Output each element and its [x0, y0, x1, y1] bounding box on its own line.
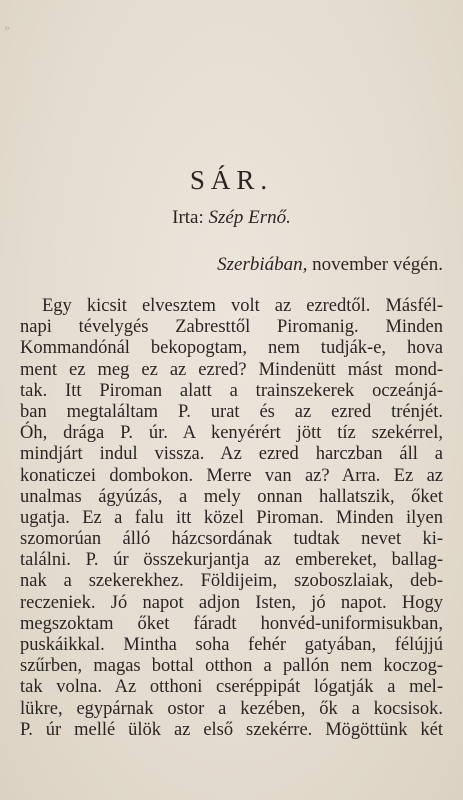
text-line: napi tévelygés Zabresttől Piromanig. Minden [20, 317, 443, 338]
text-line: Kommandónál bekopogtam, nem tudják-e, hova [20, 338, 443, 359]
text-line: P. úr mellé ülök az első szekérre. Mögöttünk két [20, 719, 443, 740]
text-line: tak. Itt Piroman alatt a trainszekerek oczeánjá- [20, 380, 443, 401]
dateline-date: november végén. [307, 254, 443, 275]
text-line: konaticzei dombokon. Merre van az? Arra. Ez az [20, 465, 443, 486]
text-line: szomorúan álló házcsordának tudtak nevet ki- [20, 529, 443, 550]
text-line: unalmas ágyúzás, a mely onnan hallatszik, őket [20, 486, 443, 507]
text-line: tak volna. Az otthoni cseréppipát lógatják a mel- [20, 677, 443, 698]
author-line [0, 207, 463, 229]
text-line: ban megtaláltam P. urat és az ezred trénjét. [20, 401, 443, 422]
dateline [217, 254, 443, 276]
text-line: puskáikkal. Mintha soha fehér gatyában, félújjú [20, 635, 443, 655]
text-line: Egy kicsit elvesztem volt az ezredtől. Másfél- [42, 296, 443, 316]
text-line: ugatja. Ez a falu itt közel Piroman. Minden ilyen [20, 507, 443, 528]
chapter-title: SÁR. [189, 165, 274, 195]
text-line: mindjárt indul vissza. Az ezred harczban áll a [20, 444, 443, 465]
text-line: ment ez meg ez az ezred? Mindenütt mást mond- [20, 359, 443, 380]
corner-mark: » [4, 20, 10, 34]
text-line: reczeniek. Jó napot adjon Isten, jó napot. Hogy [20, 592, 443, 613]
text-line: Óh, drága P. úr. A kenyérért jött tíz szekérrel, [20, 423, 443, 444]
text-line: megszoktam őket fáradt honvéd-uniformisukban, [20, 613, 443, 634]
text-line: szűrben, magas bottal otthon a pallón nem koczog- [20, 656, 443, 677]
author-prefix: Irta: [172, 207, 209, 228]
dateline-place: Szerbiában, [217, 254, 308, 275]
author-name: Szép Ernő. [208, 207, 291, 228]
body-text [20, 296, 443, 741]
text-line: lükre, egypárnak ostor a kezében, ők a kocsisok. [20, 698, 443, 719]
text-line: nak a szekerekhez. Földijeim, szoboszlaiak, deb- [20, 571, 443, 592]
text-line: találni. P. úr összekurjantja az embereket, ballag- [20, 550, 443, 571]
